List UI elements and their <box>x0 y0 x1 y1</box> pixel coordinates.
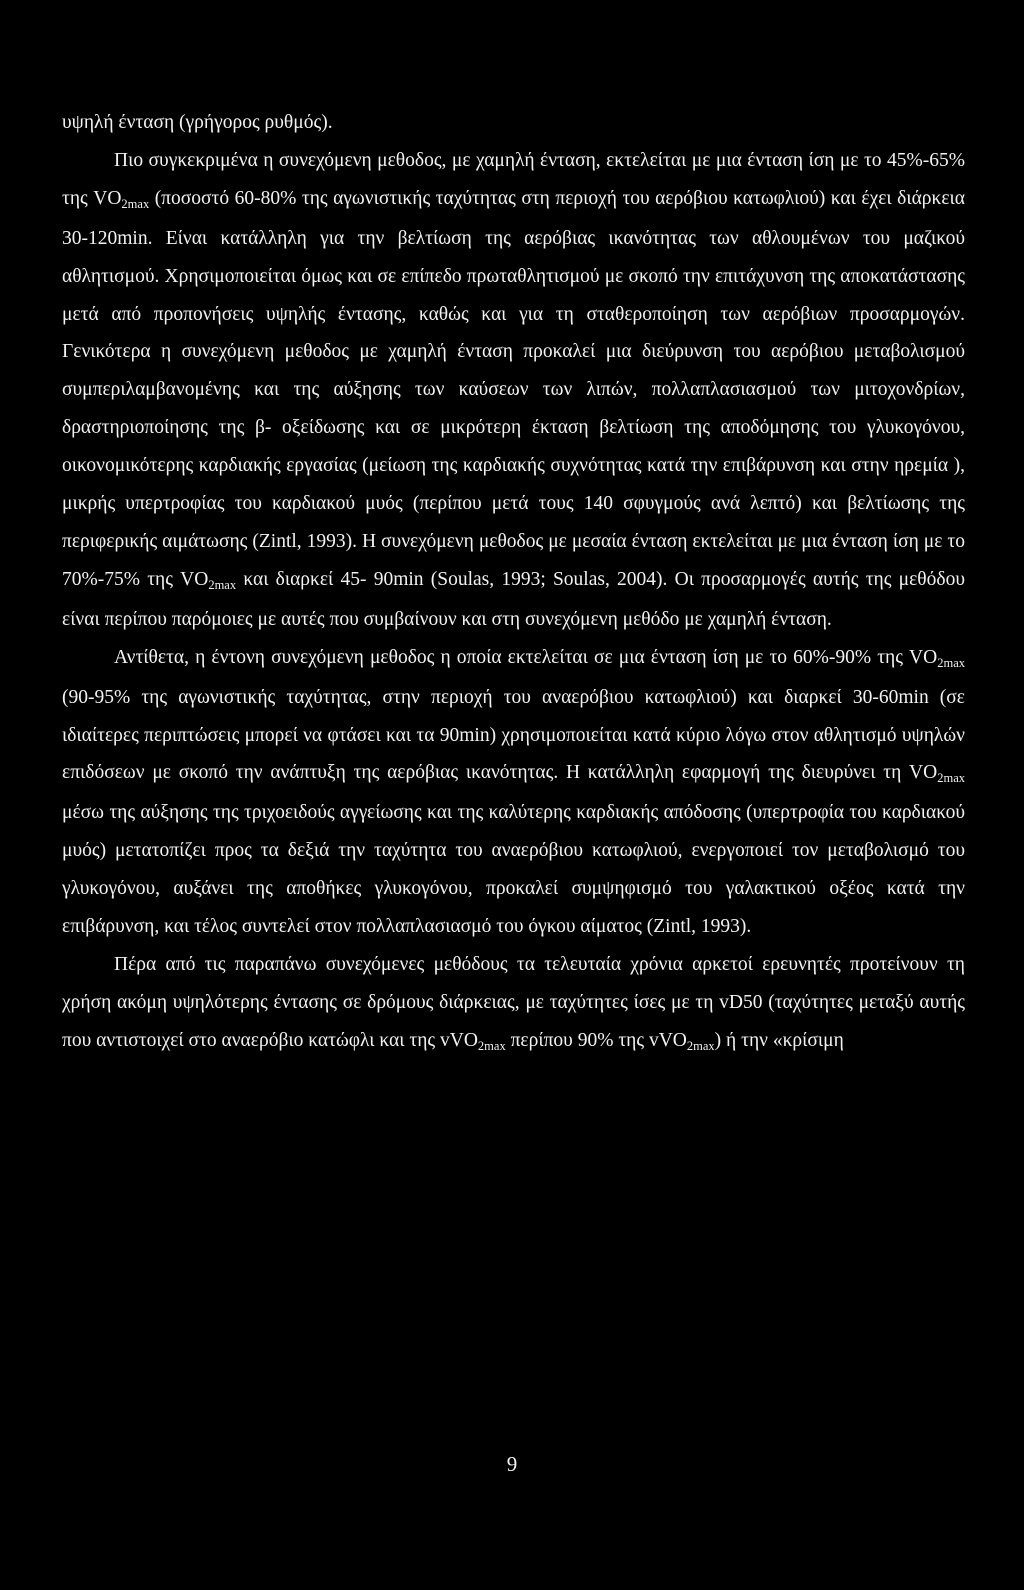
paragraph-text: Πέρα από τις παραπάνω συνεχόμενες μεθόδους τα τελευταία χρόνια αρκετοί ερευνητές προτείνουν τη χρήση ακόμη υψηλότερης έντασης σε δρόμους διάρκειας, με ταχύτητες ίσες με τη vD50 (ταχύτητες μεταξύ αυτής που αντιστοιχεί στο αναερόβιο κατώφλι και της vVO <box>62 953 965 1051</box>
paragraph-text: μέσω της αύξησης της τριχοειδούς αγγείωσης και της καλύτερης καρδιακής απόδοσης (υπερτροφία του καρδιακού μυός) μετατοπίζει προς τα δεξιά την ταχύτητα του αναερόβιου κατωφλιού, ενεργοποιεί τον μεταβολισμό του γλυκογόνου, αυξάνει της αποθήκες γλυκογόνου, προκαλεί συμψηφισμό του γαλακτικού οξέος κατά την επιβάρυνση, και τέλος συντελεί στον πολλαπλασιασμό του όγκου αίματος (Zintl, 1993). <box>62 802 965 938</box>
paragraph-text: (90-95% της αγωνιστικής ταχύτητας, στην περιοχή του αναερόβιου κατωφλιού) και διαρκεί 30-60min (σε ιδιαίτερες περιπτώσεις μπορεί να φτάσει και τα 90min) χρησιμοποιείται κατά κύριο λόγω στον αθλητισμό υψηλών επιδόσεων με σκοπό την ανάπτυξη της αερόβιας ικανότητας. Η κατάλληλη εφαρμογή της διευρύνει τη VO <box>62 686 965 784</box>
paragraph-text: Πιο συγκεκριμένα η συνεχόμενη μεθοδος, με χαμηλή ένταση, εκτελείται με μια ένταση ίση με το 45%-65% της VO <box>62 149 965 209</box>
subscript-2max: 2max <box>686 1038 715 1053</box>
subscript-2max: 2max <box>208 577 237 592</box>
paragraph-higher-intensity <box>62 946 965 1062</box>
paragraph-text: ) ή την «κρίσιμη <box>714 1029 844 1051</box>
paragraph-text: Αντίθετα, η έντονη συνεχόμενη μεθοδος η οποία εκτελείται σε μια ένταση ίση με το 60%-90% της VO <box>114 646 938 668</box>
paragraph-low-intensity <box>62 142 965 639</box>
paragraph-text: περίπου 90% της vVO <box>505 1029 687 1051</box>
paragraph-text: και διαρκεί 45- 90min (Soulas, 1993; Soulas, 2004). Οι προσαρμογές αυτής της μεθόδου είναι περίπου παρόμοιες με αυτές που συμβαίνουν και στη συνεχόμενη μεθόδο με χαμηλή ένταση. <box>62 568 965 630</box>
continuation-text: υψηλή ένταση (γρήγορος ρυθμός). <box>62 112 333 133</box>
paragraph-text: (ποσοστό 60-80% της αγωνιστικής ταχύτητας στη περιοχή του αερόβιου κατωφλιού) και έχει διάρκεια 30-120min. Είναι κατάλληλη για την βελτίωση της αερόβιας ικανότητας των αθλουμένων του μαζικού αθλητισμού. Χρησιμοποιείται όμως και σε επίπεδο πρωταθλητισμού με σκοπό την επιτάχυνση της αποκατάστασης μετά από προπονήσεις υψηλής έντασης, καθώς και για τη σταθεροποίηση των αερόβιων προσαρμογών. Γενικότερα η συνεχόμενη μεθοδος με χαμηλή ένταση προκαλεί μια διεύρυνση του αερόβιου μεταβολισμού συμπεριλαμβανομένης και της αύξησης των καύσεων των λιπών, πολλαπλασιασμού των μιτοχονδρίων, δραστηριοποίησης της β- οξείδωσης και σε μικρότερη έκταση βελτίωση της αποδόμησης του γλυκογόνου, οικονομικότερης καρδιακής εργασίας (μείωση της καρδιακής συχνότητας κατά την επιβάρυνση και στην ηρεμία ), μικρής υπερτροφίας του καρδιακού μυός (περίπου μετά τους 140 σφυγμούς ανά λεπτό) και βελτίωσης της περιφερικής αιμάτωσης (Zintl, 1993). Η συνεχόμενη μεθοδος με μεσαία ένταση εκτελείται με μια ένταση ίση με το 70%-75% της VO <box>62 187 965 590</box>
paragraph-intense <box>62 639 965 946</box>
subscript-2max: 2max <box>121 196 150 211</box>
paragraph-continuation <box>62 104 965 142</box>
document-page <box>62 104 965 1062</box>
page-number: 9 <box>506 1452 518 1476</box>
subscript-2max: 2max <box>937 655 965 670</box>
subscript-2max: 2max <box>937 771 965 786</box>
subscript-2max: 2max <box>477 1038 506 1053</box>
